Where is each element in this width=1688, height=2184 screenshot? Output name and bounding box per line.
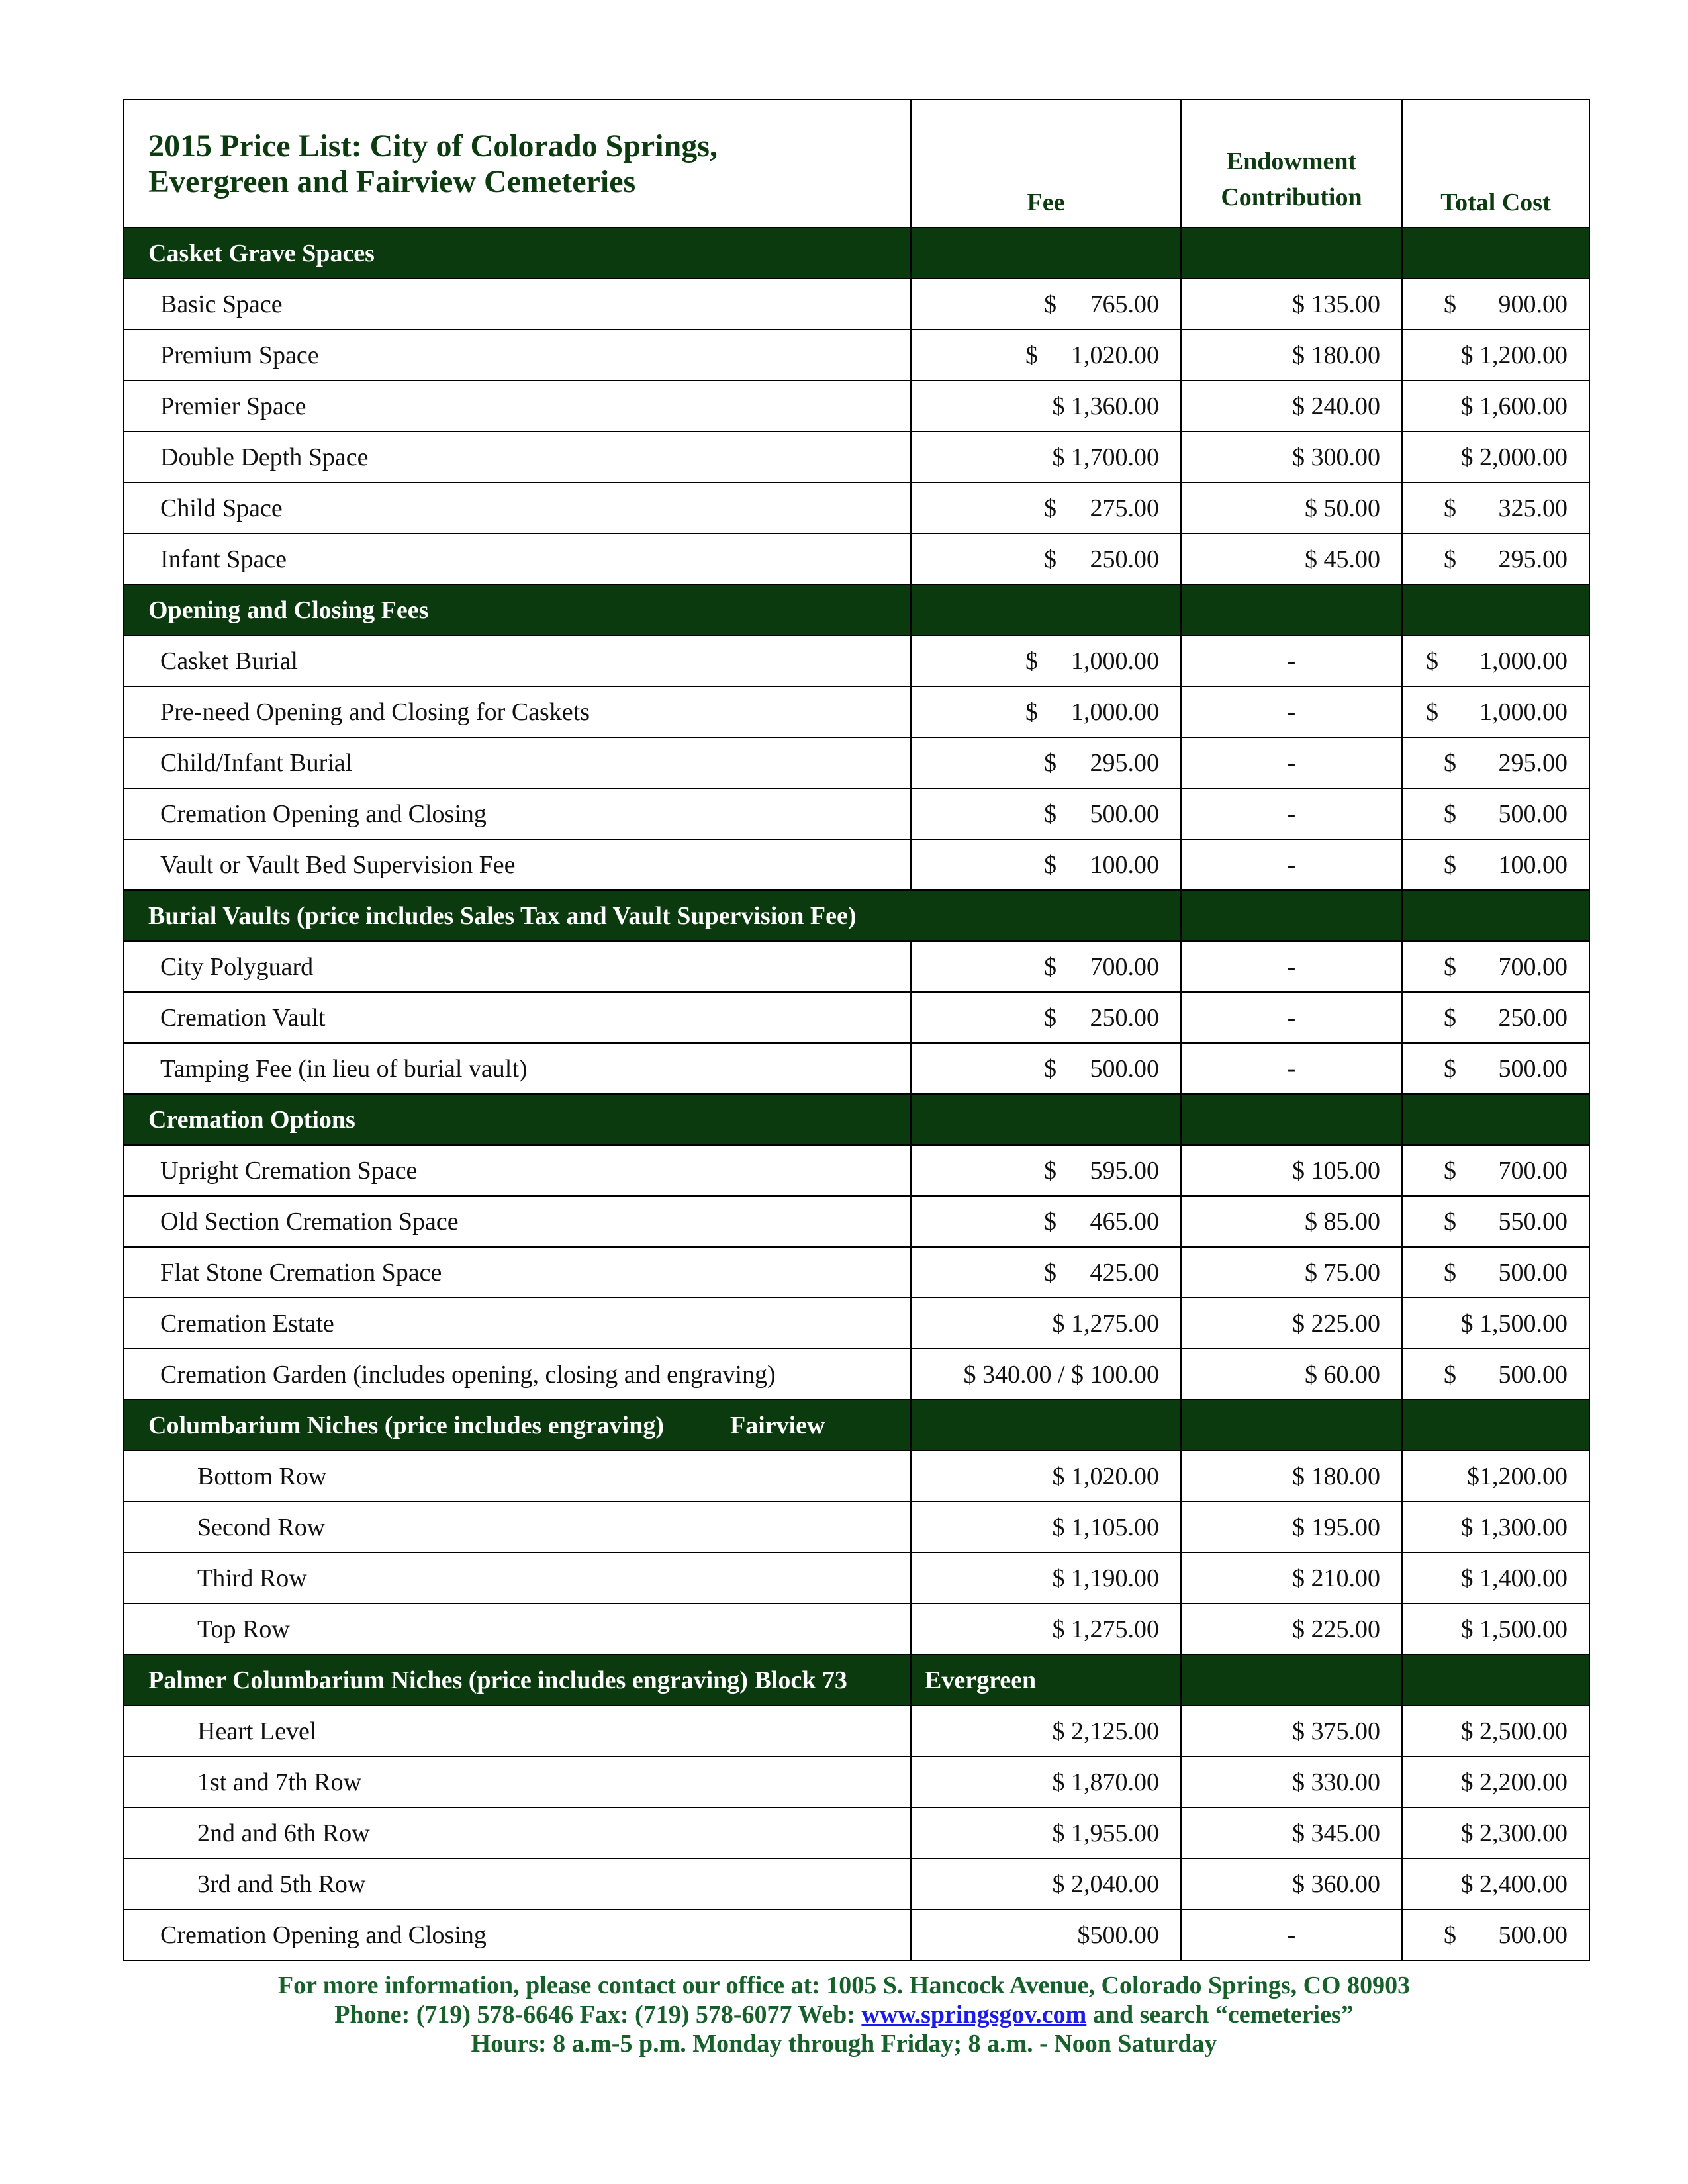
fee-cell-value: $ 1,275.00: [1052, 1309, 1159, 1338]
endowment-cell: $ 225.00: [1181, 1298, 1402, 1349]
table-row: [124, 686, 1589, 737]
total-cell-value: 100.00: [1498, 850, 1568, 879]
dollar-sign: $: [1444, 494, 1456, 522]
section-title-cell: [124, 890, 1181, 941]
section-header-cremation: [124, 1094, 1589, 1145]
total-cell-value: 1,000.00: [1479, 698, 1568, 726]
row-label: Cremation Opening and Closing: [124, 788, 911, 839]
section-fill: [1181, 1400, 1402, 1451]
fee-cell: [911, 1706, 1181, 1756]
section-title: Opening and Closing Fees: [148, 596, 429, 624]
section-title-cell: [124, 1094, 911, 1145]
fee-cell: [911, 1043, 1181, 1094]
dollar-sign: $: [1444, 290, 1456, 318]
table-row: [124, 1247, 1589, 1298]
section-fill: [1402, 890, 1589, 941]
fee-cell-value: $ 1,955.00: [1052, 1819, 1159, 1847]
row-label: Old Section Cremation Space: [124, 1196, 911, 1247]
endowment-cell: $ 240.00: [1181, 381, 1402, 432]
fee-cell-value: $ 1,275.00: [1052, 1615, 1159, 1643]
row-label: Basic Space: [124, 279, 911, 330]
fee-cell: [911, 1451, 1181, 1502]
total-cell: [1402, 1706, 1589, 1756]
total-cell: [1402, 1298, 1589, 1349]
table-row: [124, 941, 1589, 992]
row-label: Vault or Vault Bed Supervision Fee: [124, 839, 911, 890]
dollar-sign: $: [1044, 952, 1056, 981]
title-line-2: Evergreen and Fairview Cemeteries: [148, 164, 636, 199]
row-label: Child Space: [124, 482, 911, 533]
endowment-cell: $ 135.00: [1181, 279, 1402, 330]
fee-cell-value: 765.00: [1090, 290, 1159, 318]
dollar-sign: $: [1426, 698, 1438, 726]
row-label: Cremation Opening and Closing: [124, 1909, 911, 1960]
section-title: Burial Vaults (price includes Sales Tax and Vault Supervision Fee): [148, 901, 857, 930]
endowment-cell: -: [1181, 839, 1402, 890]
fee-cell-value: $500.00: [1077, 1921, 1159, 1949]
row-label: 3rd and 5th Row: [124, 1858, 911, 1909]
fee-cell-value: $ 1,105.00: [1052, 1513, 1159, 1541]
fee-cell-value: $ 340.00 / $ 100.00: [963, 1360, 1159, 1388]
section-fill: [911, 1400, 1181, 1451]
fee-cell: [911, 635, 1181, 686]
total-cell-value: 500.00: [1498, 799, 1568, 828]
title-line-1: 2015 Price List: City of Colorado Springs,: [148, 128, 718, 163]
fee-cell-value: 500.00: [1090, 799, 1159, 828]
fee-cell-value: $ 1,190.00: [1052, 1564, 1159, 1592]
total-cell: [1402, 432, 1589, 482]
total-cell-value: $ 2,500.00: [1460, 1717, 1568, 1745]
table-row: [124, 1196, 1589, 1247]
total-cell-value: 500.00: [1498, 1258, 1568, 1287]
row-label: 1st and 7th Row: [124, 1756, 911, 1807]
fee-cell: [911, 1553, 1181, 1604]
table-row: [124, 533, 1589, 584]
table-row: [124, 1502, 1589, 1553]
table-row: [124, 788, 1589, 839]
row-label: Cremation Vault: [124, 992, 911, 1043]
row-label: Bottom Row: [124, 1451, 911, 1502]
table-row: [124, 635, 1589, 686]
row-label: City Polyguard: [124, 941, 911, 992]
fee-cell: [911, 1298, 1181, 1349]
section-title: Palmer Columbarium Niches (price includes engraving) Block 73: [124, 1655, 911, 1706]
table-row: [124, 381, 1589, 432]
row-label: Second Row: [124, 1502, 911, 1553]
table-row: [124, 1604, 1589, 1655]
total-cell-value: 500.00: [1498, 1360, 1568, 1388]
table-row: [124, 1756, 1589, 1807]
section-tag: Evergreen: [911, 1655, 1181, 1706]
endowment-cell: $ 180.00: [1181, 330, 1402, 381]
total-cell: [1402, 635, 1589, 686]
footer-search-hint: and search “cemeteries”: [1086, 2001, 1354, 2028]
row-label: Third Row: [124, 1553, 911, 1604]
section-header-opening: [124, 584, 1589, 635]
total-cell: [1402, 1196, 1589, 1247]
total-cell-value: $ 2,300.00: [1460, 1819, 1568, 1847]
table-row: [124, 1807, 1589, 1858]
fee-cell: [911, 533, 1181, 584]
table-row: [124, 1349, 1589, 1400]
fee-cell: [911, 381, 1181, 432]
total-cell: [1402, 279, 1589, 330]
dollar-sign: $: [1444, 1207, 1456, 1236]
row-label: Cremation Estate: [124, 1298, 911, 1349]
endowment-cell: $ 60.00: [1181, 1349, 1402, 1400]
row-label: 2nd and 6th Row: [124, 1807, 911, 1858]
table-row: [124, 432, 1589, 482]
total-cell-value: 325.00: [1498, 494, 1568, 522]
dollar-sign: $: [1444, 799, 1456, 828]
dollar-sign: $: [1044, 290, 1056, 318]
total-cell-value: 295.00: [1498, 545, 1568, 573]
total-cell: [1402, 1451, 1589, 1502]
endowment-cell: $ 75.00: [1181, 1247, 1402, 1298]
table-row: [124, 1553, 1589, 1604]
total-cell: [1402, 839, 1589, 890]
fee-cell: [911, 1909, 1181, 1960]
dollar-sign: $: [1444, 1003, 1456, 1032]
endowment-cell: $ 180.00: [1181, 1451, 1402, 1502]
fee-cell-value: $ 1,020.00: [1052, 1462, 1159, 1490]
fee-cell: [911, 686, 1181, 737]
section-fill: [1402, 228, 1589, 279]
total-cell: [1402, 1807, 1589, 1858]
fee-cell: [911, 482, 1181, 533]
row-label: Pre-need Opening and Closing for Caskets: [124, 686, 911, 737]
dollar-sign: $: [1044, 1258, 1056, 1287]
section-title: Columbarium Niches (price includes engraving): [148, 1411, 664, 1439]
endowment-cell: -: [1181, 686, 1402, 737]
row-label: Infant Space: [124, 533, 911, 584]
total-cell: [1402, 1858, 1589, 1909]
section-fill: [1181, 228, 1402, 279]
fee-cell-value: 275.00: [1090, 494, 1159, 522]
endowment-cell: $ 360.00: [1181, 1858, 1402, 1909]
total-cell: [1402, 992, 1589, 1043]
total-cell: [1402, 1247, 1589, 1298]
footer-contact-line: For more information, please contact our office at: 1005 S. Hancock Avenue, Colorado Springs, CO 80903: [277, 1972, 1411, 1999]
section-fill: [1402, 584, 1589, 635]
total-cell-value: 295.00: [1498, 749, 1568, 777]
endowment-line-2: Contribution: [1221, 183, 1362, 211]
total-cell: [1402, 1756, 1589, 1807]
fee-cell: [911, 330, 1181, 381]
fee-cell: [911, 1604, 1181, 1655]
table-row: [124, 1909, 1589, 1960]
endowment-cell: $ 375.00: [1181, 1706, 1402, 1756]
fee-cell: [911, 1145, 1181, 1196]
dollar-sign: $: [1444, 1156, 1456, 1185]
total-cell-value: $ 2,000.00: [1460, 443, 1568, 471]
endowment-cell: -: [1181, 992, 1402, 1043]
total-cell-value: 500.00: [1498, 1921, 1568, 1949]
section-title-cell: [124, 584, 911, 635]
section-fill: [911, 1094, 1181, 1145]
dollar-sign: $: [1444, 952, 1456, 981]
total-cell-value: 500.00: [1498, 1054, 1568, 1083]
fee-cell: [911, 432, 1181, 482]
fee-cell: [911, 1196, 1181, 1247]
dollar-sign: $: [1025, 341, 1038, 369]
endowment-cell: $ 50.00: [1181, 482, 1402, 533]
dollar-sign: $: [1044, 850, 1056, 879]
dollar-sign: $: [1426, 647, 1438, 675]
section-header-palmer: [124, 1655, 1589, 1706]
dollar-sign: $: [1444, 1054, 1456, 1083]
total-cell-value: $ 1,500.00: [1460, 1615, 1568, 1643]
dollar-sign: $: [1025, 647, 1038, 675]
fee-cell-value: 250.00: [1090, 1003, 1159, 1032]
fee-cell-value: 700.00: [1090, 952, 1159, 981]
fee-cell-value: 500.00: [1090, 1054, 1159, 1083]
dollar-sign: $: [1444, 850, 1456, 879]
section-fill: [1181, 1655, 1402, 1706]
endowment-cell: -: [1181, 635, 1402, 686]
table-row: [124, 1706, 1589, 1756]
fee-cell: [911, 1756, 1181, 1807]
table-row: [124, 737, 1589, 788]
column-header-endowment: [1181, 99, 1402, 228]
table-header-row: [124, 99, 1589, 228]
total-cell: [1402, 482, 1589, 533]
endowment-line-1: Endowment: [1226, 148, 1357, 175]
fee-cell-value: 595.00: [1090, 1156, 1159, 1185]
section-header-vaults: [124, 890, 1589, 941]
table-row: [124, 1145, 1589, 1196]
fee-cell: [911, 1807, 1181, 1858]
column-header-fee: Fee: [911, 99, 1181, 228]
footer-phone-fax: Phone: (719) 578-6646 Fax: (719) 578-6077 Web:: [334, 2001, 862, 2028]
price-table: [123, 99, 1590, 1961]
table-row: [124, 1298, 1589, 1349]
fee-cell: [911, 1858, 1181, 1909]
row-label: Cremation Garden (includes opening, closing and engraving): [124, 1349, 911, 1400]
fee-cell-value: 1,000.00: [1071, 698, 1159, 726]
total-cell: [1402, 686, 1589, 737]
fee-cell-value: $ 1,870.00: [1052, 1768, 1159, 1796]
fee-cell-value: 100.00: [1090, 850, 1159, 879]
section-header-columbarium: [124, 1400, 1589, 1451]
dollar-sign: $: [1444, 749, 1456, 777]
total-cell-value: 900.00: [1498, 290, 1568, 318]
section-fill: [911, 584, 1181, 635]
fee-cell: [911, 941, 1181, 992]
section-fill: [1402, 1094, 1589, 1145]
dollar-sign: $: [1044, 494, 1056, 522]
section-fill: [1181, 1094, 1402, 1145]
section-title: Cremation Options: [148, 1105, 355, 1134]
dollar-sign: $: [1044, 799, 1056, 828]
section-fill: [1402, 1655, 1589, 1706]
fee-cell-value: 1,020.00: [1071, 341, 1159, 369]
total-cell-value: $ 2,400.00: [1460, 1870, 1568, 1898]
total-cell: [1402, 941, 1589, 992]
row-label: Child/Infant Burial: [124, 737, 911, 788]
fee-cell-value: $ 2,125.00: [1052, 1717, 1159, 1745]
total-cell-value: $ 1,600.00: [1460, 392, 1568, 420]
total-cell: [1402, 1349, 1589, 1400]
endowment-cell: -: [1181, 1909, 1402, 1960]
fee-cell-value: $ 1,700.00: [1052, 443, 1159, 471]
fee-cell: [911, 1247, 1181, 1298]
total-cell-value: 700.00: [1498, 952, 1568, 981]
row-label: Premier Space: [124, 381, 911, 432]
total-cell-value: $ 1,200.00: [1460, 341, 1568, 369]
total-cell: [1402, 788, 1589, 839]
dollar-sign: $: [1444, 1921, 1456, 1949]
column-header-total: Total Cost: [1402, 99, 1589, 228]
section-fill: [1402, 1400, 1589, 1451]
fee-cell: [911, 1502, 1181, 1553]
footer-hours-line: Hours: 8 a.m-5 p.m. Monday through Friday; 8 a.m. - Noon Saturday: [471, 2030, 1217, 2058]
total-cell: [1402, 330, 1589, 381]
endowment-cell: $ 225.00: [1181, 1604, 1402, 1655]
total-cell: [1402, 533, 1589, 584]
fee-cell-value: 250.00: [1090, 545, 1159, 573]
fee-cell: [911, 788, 1181, 839]
table-row: [124, 482, 1589, 533]
row-label: Premium Space: [124, 330, 911, 381]
total-cell-value: 700.00: [1498, 1156, 1568, 1185]
total-cell: [1402, 1043, 1589, 1094]
table-row: [124, 839, 1589, 890]
fee-cell-value: 295.00: [1090, 749, 1159, 777]
fee-cell: [911, 839, 1181, 890]
total-cell: [1402, 1502, 1589, 1553]
total-cell-value: 1,000.00: [1479, 647, 1568, 675]
row-label: Double Depth Space: [124, 432, 911, 482]
dollar-sign: $: [1044, 1054, 1056, 1083]
row-label: Upright Cremation Space: [124, 1145, 911, 1196]
total-cell: [1402, 1909, 1589, 1960]
total-cell-value: $ 1,400.00: [1460, 1564, 1568, 1592]
endowment-cell: -: [1181, 737, 1402, 788]
fee-cell-value: 425.00: [1090, 1258, 1159, 1287]
website-link[interactable]: www.springsgov.com: [861, 2001, 1087, 2028]
dollar-sign: $: [1044, 1003, 1056, 1032]
total-cell: [1402, 1604, 1589, 1655]
endowment-cell: $ 85.00: [1181, 1196, 1402, 1247]
dollar-sign: $: [1444, 545, 1456, 573]
dollar-sign: $: [1444, 1258, 1456, 1287]
section-title-cell: [124, 228, 911, 279]
endowment-cell: $ 45.00: [1181, 533, 1402, 584]
endowment-cell: $ 210.00: [1181, 1553, 1402, 1604]
total-cell-value: $ 2,200.00: [1460, 1768, 1568, 1796]
section-header-casket: [124, 228, 1589, 279]
table-row: [124, 1043, 1589, 1094]
dollar-sign: $: [1025, 698, 1038, 726]
page-title: [124, 99, 911, 228]
total-cell: [1402, 1553, 1589, 1604]
table-row: [124, 992, 1589, 1043]
total-cell: [1402, 381, 1589, 432]
endowment-cell: $ 345.00: [1181, 1807, 1402, 1858]
fee-cell: [911, 992, 1181, 1043]
total-cell-value: $1,200.00: [1467, 1462, 1568, 1490]
fee-cell: [911, 1349, 1181, 1400]
section-fill: [1181, 584, 1402, 635]
dollar-sign: $: [1044, 545, 1056, 573]
table-row: [124, 1858, 1589, 1909]
table-row: [124, 1451, 1589, 1502]
section-title-cell: [124, 1400, 911, 1451]
total-cell-value: $ 1,300.00: [1460, 1513, 1568, 1541]
endowment-cell: $ 105.00: [1181, 1145, 1402, 1196]
row-label: Flat Stone Cremation Space: [124, 1247, 911, 1298]
section-tag: Fairview: [729, 1411, 825, 1439]
dollar-sign: $: [1044, 1156, 1056, 1185]
table-row: [124, 279, 1589, 330]
endowment-cell: -: [1181, 788, 1402, 839]
fee-cell: [911, 737, 1181, 788]
dollar-sign: $: [1044, 1207, 1056, 1236]
row-label: Casket Burial: [124, 635, 911, 686]
row-label: Heart Level: [124, 1706, 911, 1756]
endowment-cell: -: [1181, 1043, 1402, 1094]
total-cell-value: 250.00: [1498, 1003, 1568, 1032]
dollar-sign: $: [1444, 1360, 1456, 1388]
fee-cell-value: $ 2,040.00: [1052, 1870, 1159, 1898]
total-cell: [1402, 1145, 1589, 1196]
fee-cell: [911, 279, 1181, 330]
endowment-cell: $ 300.00: [1181, 432, 1402, 482]
total-cell-value: $ 1,500.00: [1460, 1309, 1568, 1338]
dollar-sign: $: [1044, 749, 1056, 777]
total-cell: [1402, 737, 1589, 788]
section-fill: [1181, 890, 1402, 941]
endowment-cell: -: [1181, 941, 1402, 992]
fee-cell-value: 1,000.00: [1071, 647, 1159, 675]
section-title: Casket Grave Spaces: [148, 239, 375, 267]
section-fill: [911, 228, 1181, 279]
fee-cell-value: 465.00: [1090, 1207, 1159, 1236]
endowment-cell: $ 195.00: [1181, 1502, 1402, 1553]
endowment-cell: $ 330.00: [1181, 1756, 1402, 1807]
row-label: Top Row: [124, 1604, 911, 1655]
table-row: [124, 330, 1589, 381]
fee-cell-value: $ 1,360.00: [1052, 392, 1159, 420]
footer-phone-line: [0, 2000, 1688, 2029]
total-cell-value: 550.00: [1498, 1207, 1568, 1236]
row-label: Tamping Fee (in lieu of burial vault): [124, 1043, 911, 1094]
